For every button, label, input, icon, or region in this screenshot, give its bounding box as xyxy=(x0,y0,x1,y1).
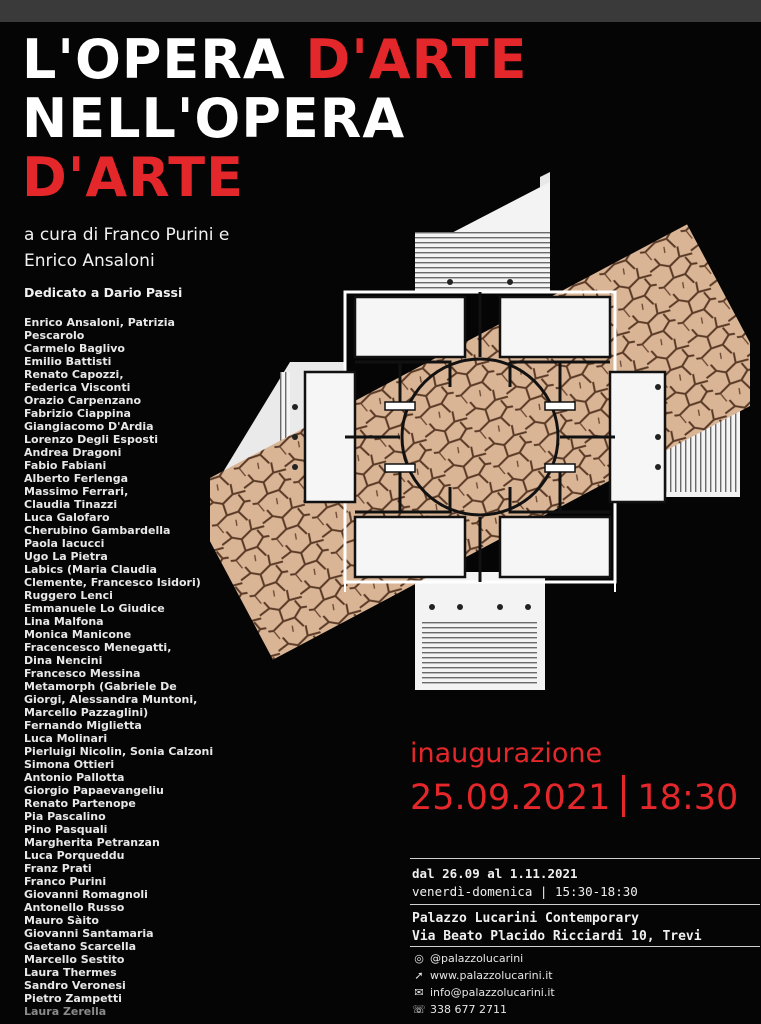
artist-list-item: Giorgio Papaevangeliu xyxy=(24,784,164,797)
date-time-separator xyxy=(622,775,625,817)
email-contact[interactable] xyxy=(412,986,555,999)
instagram-handle: @palazzolucarini xyxy=(430,952,524,965)
top-bar xyxy=(0,0,761,22)
cursor-icon: ➚ xyxy=(414,969,424,982)
event-date: 25.09.2021 xyxy=(410,778,611,818)
title-line2: NELL'OPERA xyxy=(22,87,406,150)
artist-list-item: Lina Malfona xyxy=(24,615,104,628)
artist-list-item: Clemente, Francesco Isidori) xyxy=(24,576,201,589)
artist-list-item: Margherita Petranzan xyxy=(24,836,160,849)
curators-line1: a cura di Franco Purini e xyxy=(24,225,230,245)
artist-list-item: Emilio Battisti xyxy=(24,355,112,368)
artist-list-item: Giovanni Romagnoli xyxy=(24,888,148,901)
venue-name: Palazzo Lucarini Contemporary xyxy=(412,911,639,926)
inauguration-label: inaugurazione xyxy=(410,738,603,769)
artist-list-item: Francesco Messina xyxy=(24,667,141,680)
artist-list-item: Ruggero Lenci xyxy=(24,589,113,602)
artist-list-item: Emmanuele Lo Giudice xyxy=(24,602,165,615)
curators xyxy=(24,222,229,274)
email-address: info@palazzolucarini.it xyxy=(430,986,555,999)
website-contact[interactable] xyxy=(412,969,553,982)
artist-list-item: Claudia Tinazzi xyxy=(24,498,118,511)
artwork-floorplan xyxy=(210,172,750,697)
artist-list-item: Sandro Veronesi xyxy=(24,979,126,992)
artist-list-item: Marcello Sestito xyxy=(24,953,125,966)
artist-list-item: Mauro Sàito xyxy=(24,914,99,927)
artist-list-item: Luca Galofaro xyxy=(24,511,110,524)
artist-list-item: Giovanni Santamaria xyxy=(24,927,154,940)
curators-line2: Enrico Ansaloni xyxy=(24,251,155,271)
artist-list-item: Lorenzo Degli Esposti xyxy=(24,433,158,446)
artist-list-item: Alberto Ferlenga xyxy=(24,472,129,485)
artist-list-item: Luca Molinari xyxy=(24,732,108,745)
artist-list-item: Andrea Dragoni xyxy=(24,446,122,459)
artist-list-item: Franco Purini xyxy=(24,875,107,888)
artist-list-item: Carmelo Baglivo xyxy=(24,342,125,355)
artist-list xyxy=(24,316,213,1018)
artist-list-item: Fabrizio Ciappina xyxy=(24,407,131,420)
artist-list-item: Fernando Miglietta xyxy=(24,719,142,732)
instagram-contact[interactable] xyxy=(412,952,523,965)
divider-bottom xyxy=(410,946,760,947)
event-time: 18:30 xyxy=(637,778,739,818)
artist-list-item: Fracencesco Menegatti, xyxy=(24,641,172,654)
artist-list-item: Renato Partenope xyxy=(24,797,136,810)
divider-middle xyxy=(410,904,760,905)
artist-list-item: Antonio Pallotta xyxy=(24,771,125,784)
artist-list-item: Gaetano Scarcella xyxy=(24,940,137,953)
artist-list-item: Ugo La Pietra xyxy=(24,550,108,563)
artist-list-item: Laura Thermes xyxy=(24,966,117,979)
schedule-days: venerdì-domenica | 15:30-18:30 xyxy=(412,884,638,899)
instagram-icon: ◎ xyxy=(414,952,424,965)
artist-list-item: Orazio Carpenzano xyxy=(24,394,142,407)
title-line1-white: L'OPERA xyxy=(22,28,286,91)
artist-list-item: Labics (Maria Claudia xyxy=(24,563,157,576)
artist-list-item: Monica Manicone xyxy=(24,628,132,641)
artist-list-item: Fabio Fabiani xyxy=(24,459,107,472)
mail-icon: ✉ xyxy=(414,986,424,999)
artist-list-item: Giangiacomo D'Ardia xyxy=(24,420,154,433)
artist-list-item: Federica Visconti xyxy=(24,381,131,394)
title-line3: D'ARTE xyxy=(22,146,245,209)
artist-list-item: Pia Pascalino xyxy=(24,810,106,823)
artist-list-item: Paola Iacucci xyxy=(24,537,105,550)
event-datetime xyxy=(410,778,738,820)
website-url: www.palazzolucarini.it xyxy=(430,969,553,982)
artist-list-item: Pietro Zampetti xyxy=(24,992,122,1005)
title-line1-red: D'ARTE xyxy=(305,28,528,91)
artist-list-item: Giorgi, Alessandra Muntoni, xyxy=(24,693,198,706)
schedule-period: dal 26.09 al 1.11.2021 xyxy=(412,866,578,881)
phone-number: 338 677 2711 xyxy=(430,1003,507,1016)
divider-top xyxy=(410,858,760,859)
artist-list-item: Renato Capozzi, xyxy=(24,368,124,381)
artist-list-item: Metamorph (Gabriele De xyxy=(24,680,177,693)
artist-list-item: Franz Prati xyxy=(24,862,92,875)
artist-list-item: Pino Pasquali xyxy=(24,823,108,836)
artist-list-item: Pierluigi Nicolin, Sonia Calzoni xyxy=(24,745,214,758)
artist-list-item: Cherubino Gambardella xyxy=(24,524,171,537)
artist-list-item: Laura Zerella xyxy=(24,1005,107,1018)
artist-list-item: Pescarolo xyxy=(24,329,85,342)
artist-list-item: Antonello Russo xyxy=(24,901,125,914)
phone-icon: ☏ xyxy=(412,1003,426,1016)
phone-contact[interactable] xyxy=(412,1003,507,1016)
artist-list-item: Luca Porqueddu xyxy=(24,849,125,862)
venue-address: Via Beato Placido Ricciardi 10, Trevi xyxy=(412,929,702,944)
artist-list-item: Massimo Ferrari, xyxy=(24,485,129,498)
dedication: Dedicato a Dario Passi xyxy=(24,285,183,300)
artist-list-item: Marcello Pazzaglini) xyxy=(24,706,149,719)
artist-list-item: Enrico Ansaloni, Patrizia xyxy=(24,316,175,329)
artist-list-item: Simona Ottieri xyxy=(24,758,115,771)
artist-list-item: Dina Nencini xyxy=(24,654,103,667)
